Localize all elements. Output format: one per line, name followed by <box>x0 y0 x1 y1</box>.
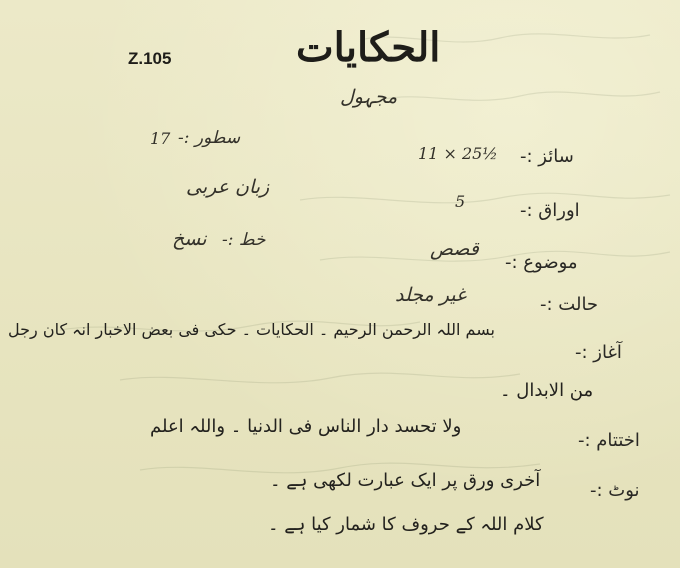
size-label: سائز :- <box>520 146 574 167</box>
note-label: نوٹ :- <box>590 480 640 501</box>
language-value: زبان عربی <box>186 176 270 198</box>
note-line2: کلام اللہ کے حروف کا شمار کیا ہے ۔ <box>268 514 544 535</box>
script-label: خط :- <box>222 230 266 250</box>
script-value: نسخ <box>172 228 207 250</box>
folios-value: 5 <box>455 192 466 211</box>
beginning-label: آغاز :- <box>575 342 622 363</box>
beginning-value-line2: من الابدال ۔ <box>500 380 594 401</box>
ending-value: ولا تحسد دار الناس فی الدنیا ۔ واللہ اعلم <box>150 416 462 437</box>
manuscript-title: الحکایات <box>296 24 441 71</box>
beginning-value-line1: بسم اللہ الرحمن الرحیم ۔ الحکایات ۔ حکی فی بعض الاخبار انہ کان رجل <box>8 320 495 339</box>
note-line1: آخری ورق پر ایک عبارت لکھی ہے ۔ <box>270 470 541 491</box>
folios-label: اوراق :- <box>520 200 580 221</box>
lines-label: سطور :- <box>178 128 241 148</box>
condition-label: حالت :- <box>540 294 599 315</box>
lines-value: 17 <box>150 129 171 148</box>
catalog-code: Z.105 <box>128 49 172 68</box>
condition-value: غیر مجلد <box>395 284 466 306</box>
size-value: 11 × 25½ <box>418 144 498 163</box>
subject-value: قصص <box>430 238 479 260</box>
author-value: مجہول <box>340 86 398 108</box>
ending-label: اختتام :- <box>578 430 640 451</box>
subject-label: موضوع :- <box>505 252 578 273</box>
